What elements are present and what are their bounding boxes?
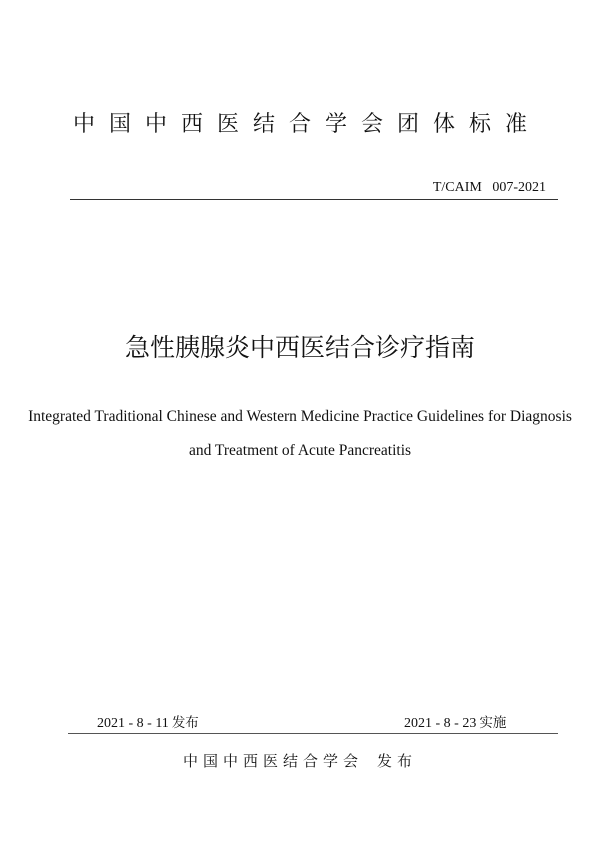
standard-number: T/CAIM 007-2021 [432,180,546,195]
english-title-line-2: and Treatment of Acute Pancreatitis [188,442,412,459]
document-title-english [0,400,600,468]
publisher-action: 发布 [377,752,418,770]
footer-divider [68,733,558,734]
organization-standard-heading: 中国中西医结合学会团体标准 [72,112,541,137]
publisher-line [0,750,600,772]
publisher-name: 中国中西医结合学会 [182,752,363,770]
header-divider [70,199,558,200]
release-date [97,715,199,732]
effective-date-label: 实施 [479,715,507,731]
effective-date [404,715,506,732]
release-date-label: 发布 [171,715,199,731]
release-date-value: 2021 - 8 - 11 [97,716,169,731]
effective-date-value: 2021 - 8 - 23 [404,716,477,731]
document-title-chinese: 急性胰腺炎中西医结合诊疗指南 [124,333,475,362]
english-title-line-1: Integrated Traditional Chinese and Western Medicine Practice Guidelines for Diagnosis [28,408,572,425]
